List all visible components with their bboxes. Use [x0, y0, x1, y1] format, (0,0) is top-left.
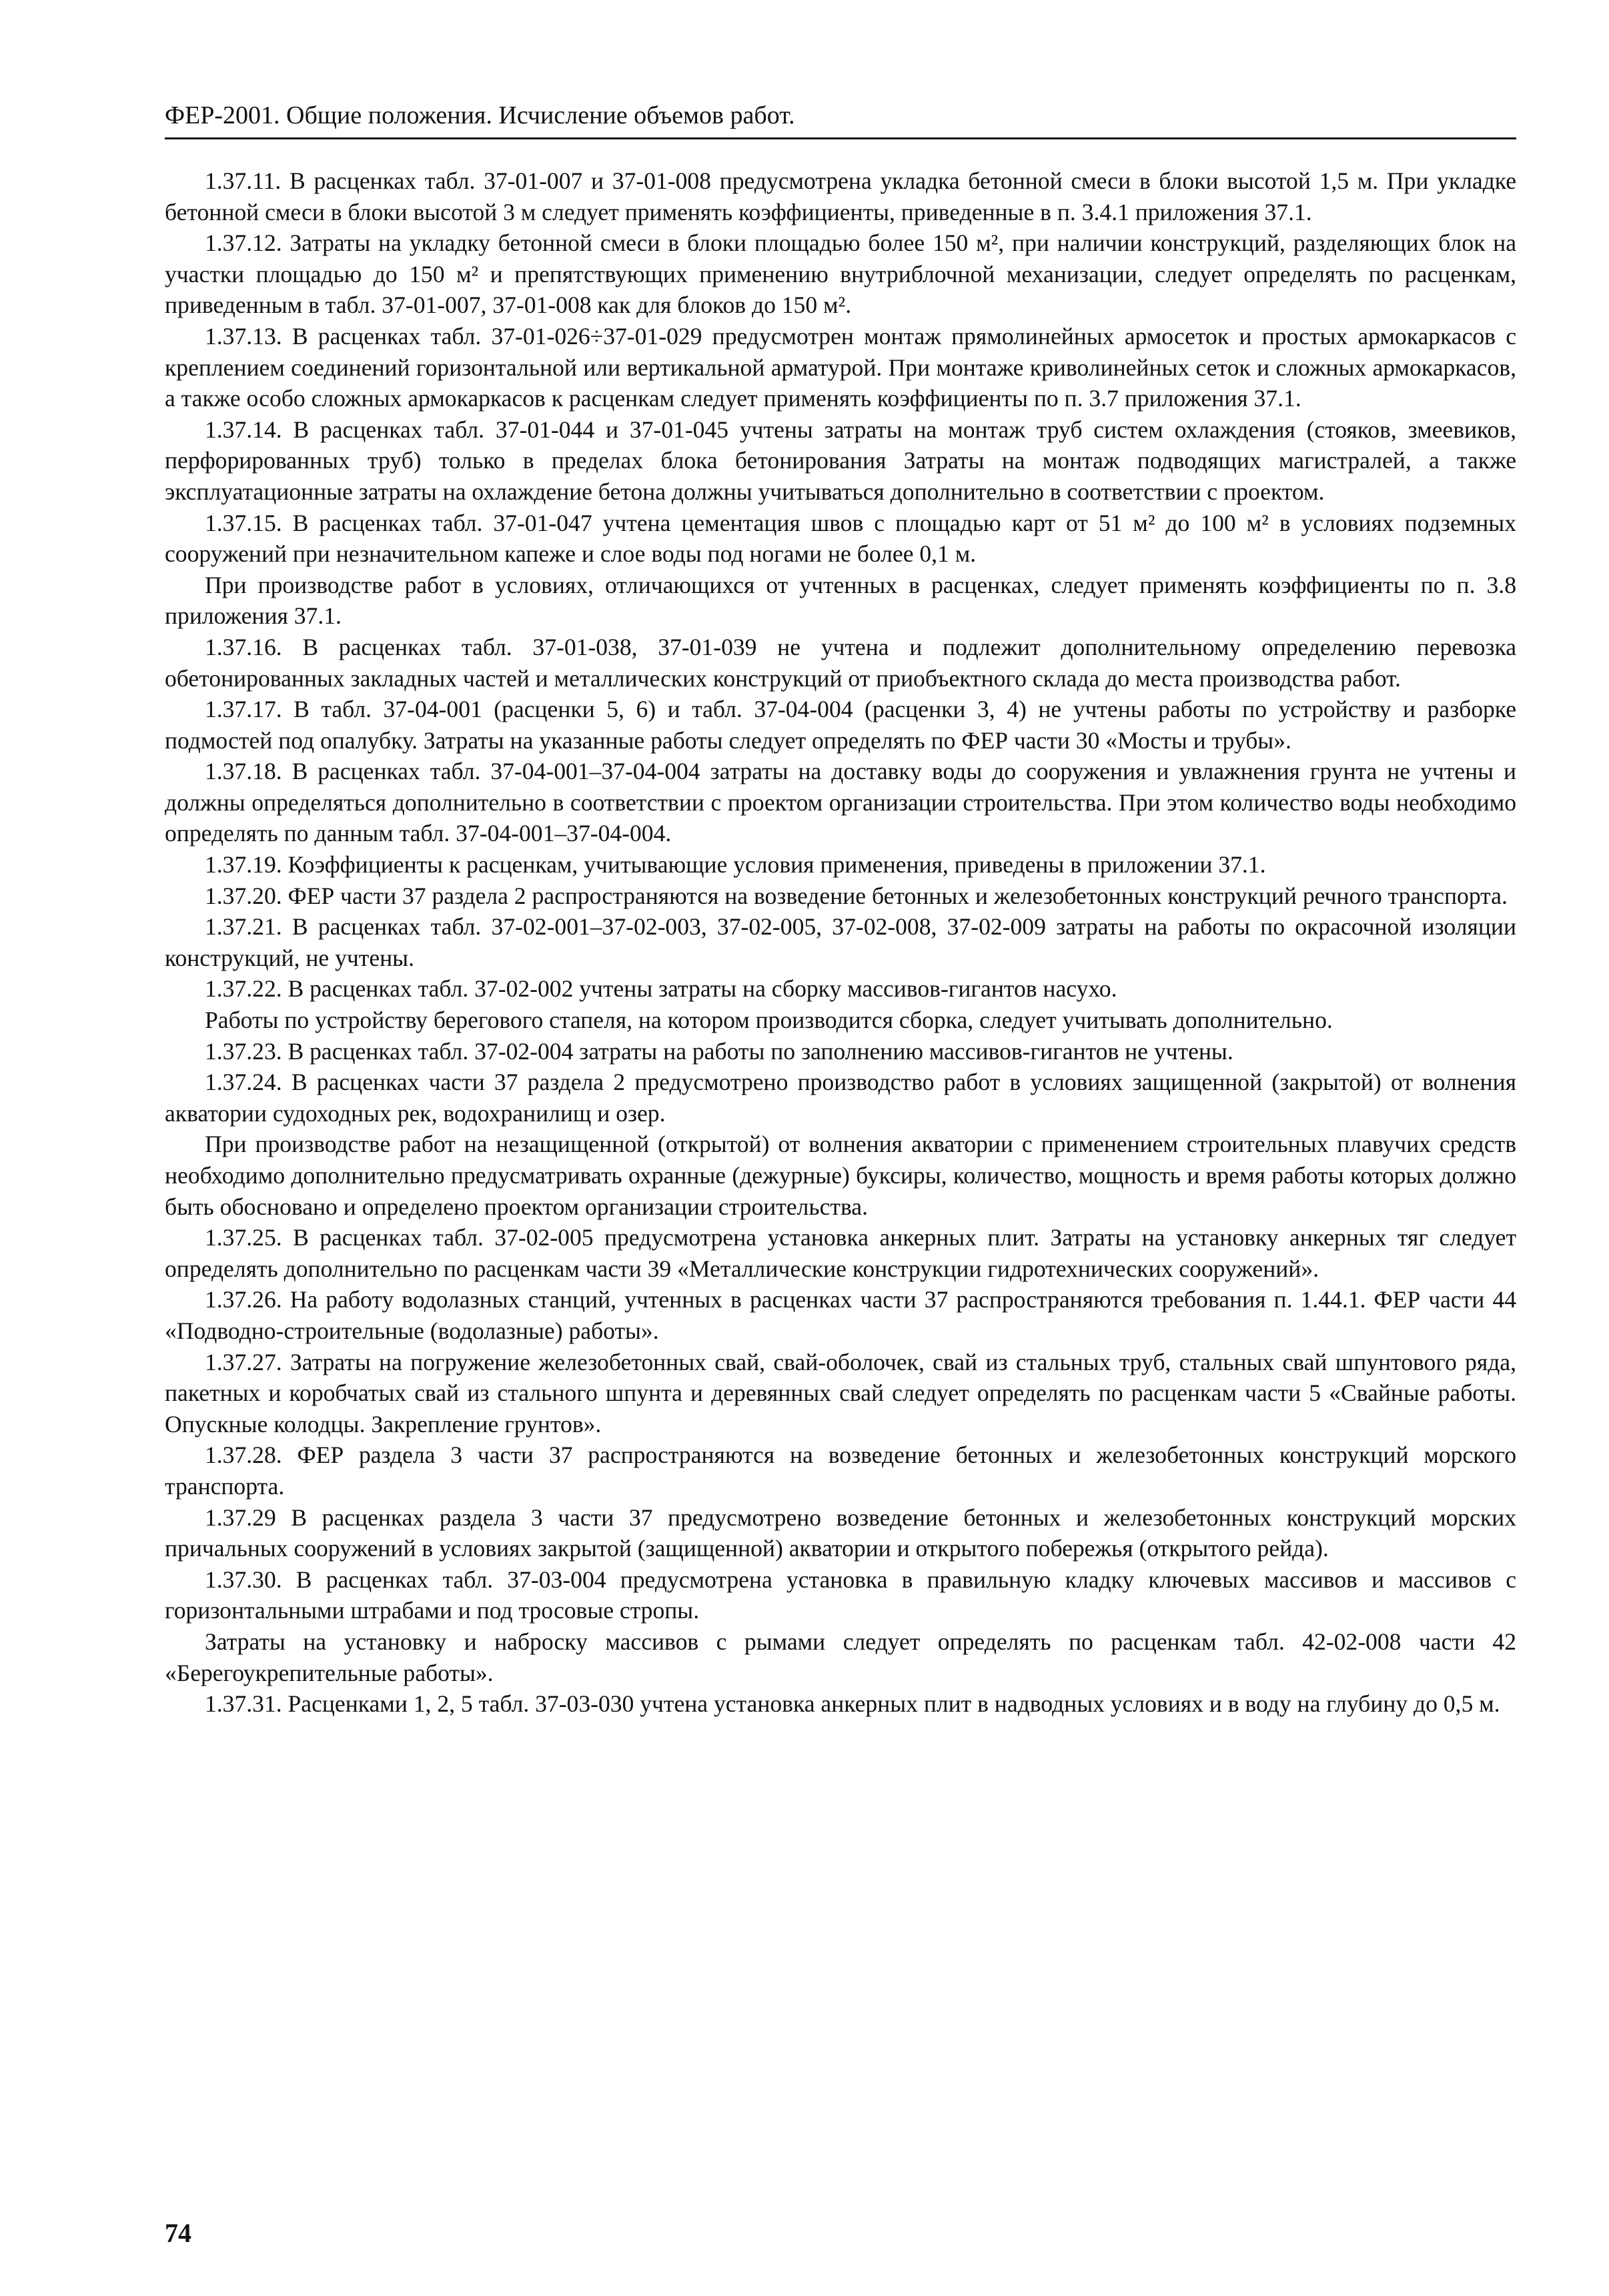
paragraph-1-37-26: 1.37.26. На работу водолазных станций, учтенных в расценках части 37 распространяются требования п. 1.44.1. ФЕР части 44 «Подводно-строительные (водолазные) работы». [165, 1286, 1516, 1344]
paragraph-1-37-17: 1.37.17. В табл. 37-04-001 (расценки 5, 6) и табл. 37-04-004 (расценки 3, 4) не учтены работы по устройству и разборке подмостей под опалубку. Затраты на указанные работы следует определять по ФЕР части 30 «Мосты и трубы». [165, 696, 1516, 754]
paragraph-1-37-12: 1.37.12. Затраты на укладку бетонной смеси в блоки площадью более 150 м², при наличии конструкций, разделяющих блок на участки площадью до 150 м² и препятствующих применению внутриблочной механизации, следует определять по расценкам, приведенным в табл. 37-01-007, 37-01-008 как для блоков до 150 м². [165, 229, 1516, 319]
page-number: 74 [165, 2218, 191, 2248]
paragraph-1-37-11: 1.37.11. В расценках табл. 37-01-007 и 37-01-008 предусмотрена укладка бетонной смеси в блоки высотой 1,5 м. При укладке бетонной смеси в блоки высотой 3 м следует применять коэффициенты, приведенные в п. 3.4.1 приложения 37.1. [165, 167, 1516, 225]
paragraph-1-37-30: 1.37.30. В расценках табл. 37-03-004 предусмотрена установка в правильную кладку ключевых массивов и массивов с горизонтальными штрабами и под тросовые стропы. [165, 1566, 1516, 1624]
paragraph-1-37-19: 1.37.19. Коэффициенты к расценкам, учитывающие условия применения, приведены в приложении 37.1. [205, 851, 1266, 879]
paragraph-1-37-14: 1.37.14. В расценках табл. 37-01-044 и 37-01-045 учтены затраты на монтаж труб систем охлаждения (стояков, змеевиков, перфорированных труб) только в пределах блока бетонирования Затраты на монтаж подводящих магистралей, а также эксплуатационные затраты на охлаждение бетона должны учитываться дополнительно в соответствии с проектом. [165, 416, 1516, 505]
paragraph-1-37-18: 1.37.18. В расценках табл. 37-04-001–37-04-004 затраты на доставку воды до сооружения и увлажнения грунта не учтены и должны определяться дополнительно в соответствии с проектом организации строительства. При этом количество воды необходимо определять по данным табл. 37-04-001–37-04-004. [165, 758, 1516, 847]
paragraph-1-37-24: 1.37.24. В расценках части 37 раздела 2 предусмотрено производство работ в условиях защищенной (закрытой) от волнения акватории судоходных рек, водохранилищ и озер. [165, 1069, 1516, 1127]
paragraph-1-37-22: 1.37.22. В расценках табл. 37-02-002 учтены затраты на сборку массивов-гигантов насухо. [205, 975, 1117, 1003]
paragraph-1-37-27: 1.37.27. Затраты на погружение железобетонных свай, свай-оболочек, свай из стальных труб, стальных свай шпунтового ряда, пакетных и коробчатых свай из стального шпунта и деревянных свай следует определять по расценкам части 5 «Свайные работы. Опускные колодцы. Закрепление грунтов». [165, 1348, 1516, 1438]
paragraph-1-37-16: 1.37.16. В расценках табл. 37-01-038, 37-01-039 не учтена и подлежит дополнительному определению перевозка обетонированных закладных частей и металлических конструкций от приобъектного склада до места производства работ. [165, 633, 1516, 692]
paragraph-1-37-22-note: Работы по устройству берегового стапеля, на котором производится сборка, следует учитывать дополнительно. [205, 1007, 1333, 1034]
body-text [165, 165, 1516, 1720]
paragraph-1-37-15: 1.37.15. В расценках табл. 37-01-047 учтена цементация швов с площадью карт от 51 м² до 100 м² в условиях подземных сооружений при незначительном капеже и слое воды под ногами не более 0,1 м. [165, 509, 1516, 568]
paragraph-1-37-25: 1.37.25. В расценках табл. 37-02-005 предусмотрена установка анкерных плит. Затраты на установку анкерных тяг следует определять дополнительно по расценкам части 39 «Металлические конструкции гидротехнических сооружений». [165, 1224, 1516, 1282]
paragraph-1-37-24-note: При производстве работ на незащищенной (открытой) от волнения акватории с применением строительных плавучих средств необходимо дополнительно предусматривать охранные (дежурные) буксиры, количество, мощность и время работы которых должно быть обосновано и определено проектом организации строительства. [165, 1131, 1516, 1220]
paragraph-1-37-13: 1.37.13. В расценках табл. 37-01-026÷37-01-029 предусмотрен монтаж прямолинейных армосеток и простых армокаркасов с креплением соединений горизонтальной или вертикальной арматурой. При монтаже криволинейных сеток и сложных армокаркасов, а также особо сложных армокаркасов к расценкам следует применять коэффициенты по п. 3.7 приложения 37.1. [165, 322, 1516, 412]
paragraph-1-37-23: 1.37.23. В расценках табл. 37-02-004 затраты на работы по заполнению массивов-гигантов не учтены. [205, 1037, 1233, 1065]
paragraph-1-37-20: 1.37.20. ФЕР части 37 раздела 2 распространяются на возведение бетонных и железобетонных конструкций речного транспорта. [205, 882, 1508, 909]
paragraph-1-37-28: 1.37.28. ФЕР раздела 3 части 37 распространяются на возведение бетонных и железобетонных конструкций морского транспорта. [165, 1442, 1516, 1500]
paragraph-1-37-30-note: Затраты на установку и наброску массивов с рымами следует определять по расценкам табл. 42-02-008 части 42 «Берегоукрепительные работы». [165, 1628, 1516, 1686]
running-header: ФЕР-2001. Общие положения. Исчисление объемов работ. [165, 100, 1516, 139]
paragraph-1-37-15-note: При производстве работ в условиях, отличающихся от учтенных в расценках, следует применять коэффициенты по п. 3.8 приложения 37.1. [165, 571, 1516, 630]
paragraph-1-37-21: 1.37.21. В расценках табл. 37-02-001–37-02-003, 37-02-005, 37-02-008, 37-02-009 затраты на работы по окрасочной изоляции конструкций, не учтены. [165, 913, 1516, 971]
paragraph-1-37-31: 1.37.31. Расценками 1, 2, 5 табл. 37-03-030 учтена установка анкерных плит в надводных условиях и в воду на глубину до 0,5 м. [205, 1690, 1500, 1718]
paragraph-1-37-29: 1.37.29 В расценках раздела 3 части 37 предусмотрено возведение бетонных и железобетонных конструкций морских причальных сооружений в условиях закрытой (защищенной) акватории и открытого побережья (открытого рейда). [165, 1504, 1516, 1562]
